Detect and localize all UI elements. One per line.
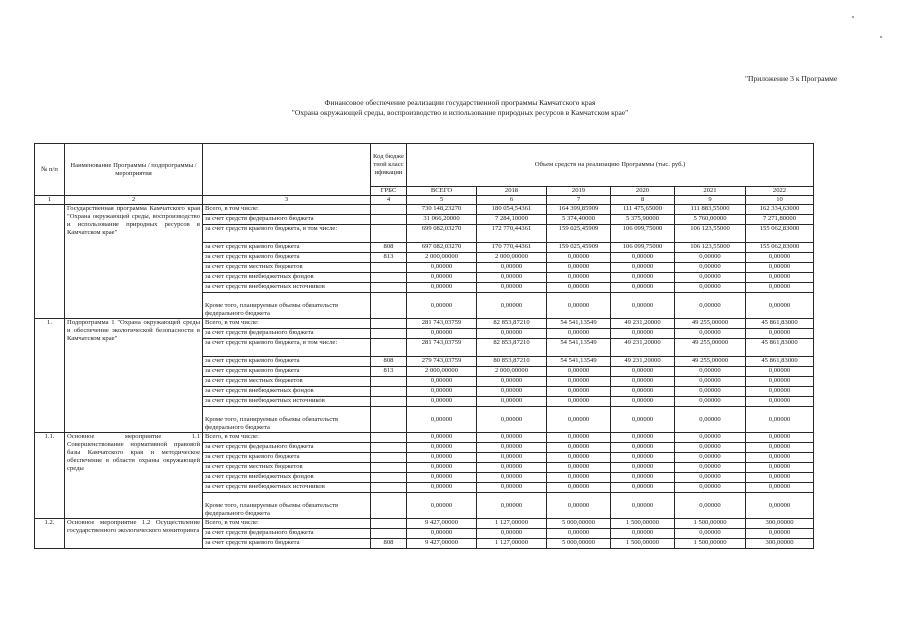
amount-year: 0,00000	[547, 463, 611, 473]
amount-year: 82 853,87210	[477, 319, 547, 329]
amount-year: 0,00000	[611, 483, 675, 493]
funding-source: Кроме того, планируемые объемы обязательств федерального бюджета	[203, 493, 371, 519]
amount-year: 0,00000	[611, 263, 675, 273]
amount-year: 180 054,54361	[477, 205, 547, 215]
funding-source: за счет средств внебюджетных источников	[203, 483, 371, 493]
finance-table	[34, 143, 814, 549]
amount-year: 0,00000	[746, 293, 814, 319]
header-year: 2019	[547, 187, 611, 196]
amount-year: 0,00000	[547, 433, 611, 443]
amount-total: 2 000,00000	[407, 367, 477, 377]
column-number-row	[35, 196, 814, 205]
amount-total: 31 066,20000	[407, 215, 477, 225]
amount-year: 0,00000	[547, 529, 611, 539]
amount-year: 0,00000	[746, 463, 814, 473]
amount-year: 0,00000	[477, 493, 547, 519]
amount-year: 0,00000	[675, 453, 746, 463]
header-year: 2021	[675, 187, 746, 196]
grbs-code: 813	[371, 253, 407, 263]
amount-year: 0,00000	[746, 329, 814, 339]
amount-year: 0,00000	[746, 397, 814, 407]
amount-year: 49 231,20000	[611, 319, 675, 329]
grbs-code: 808	[371, 243, 407, 253]
col-number: 4	[371, 196, 407, 205]
table-row	[35, 205, 814, 215]
amount-year: 300,00000	[746, 539, 814, 549]
amount-year: 1 500,00000	[675, 539, 746, 549]
amount-year: 0,00000	[675, 329, 746, 339]
amount-year: 49 231,20000	[611, 339, 675, 357]
amount-year: 5 760,00000	[675, 215, 746, 225]
amount-year: 54 541,13549	[547, 319, 611, 329]
scan-speck	[852, 16, 854, 18]
amount-year: 111 475,65000	[611, 205, 675, 215]
amount-year: 0,00000	[675, 283, 746, 293]
amount-year: 0,00000	[477, 397, 547, 407]
amount-year: 162 334,63000	[746, 205, 814, 215]
program-name: Государственная программа Камчатского края "Охрана окружающей среды, воспроизводство и использование природных ресурсов в Камчатском крае"	[65, 205, 203, 319]
funding-source: Кроме того, планируемые объемы обязательств федерального бюджета	[203, 293, 371, 319]
amount-year: 0,00000	[675, 367, 746, 377]
amount-year: 5 000,00000	[547, 519, 611, 529]
header-source	[203, 144, 371, 196]
program-name: Основное мероприятие 1.2 Осуществление государственного экологического мониторинга	[65, 519, 203, 549]
funding-source: за счет средств краевого бюджета	[203, 367, 371, 377]
funding-source: за счет средств федерального бюджета	[203, 443, 371, 453]
amount-year: 49 231,20000	[611, 357, 675, 367]
amount-total: 0,00000	[407, 463, 477, 473]
header-no: № п/п	[35, 144, 65, 196]
funding-source: Кроме того, планируемые объемы обязательств федерального бюджета	[203, 407, 371, 433]
amount-year: 0,00000	[547, 473, 611, 483]
amount-year: 0,00000	[477, 283, 547, 293]
amount-year: 1 127,00000	[477, 519, 547, 529]
grbs-code	[371, 283, 407, 293]
amount-total: 0,00000	[407, 263, 477, 273]
amount-total: 0,00000	[407, 293, 477, 319]
amount-year: 2 000,00000	[477, 253, 547, 263]
amount-year: 0,00000	[675, 377, 746, 387]
amount-year: 45 861,83000	[746, 339, 814, 357]
amount-total: 0,00000	[407, 407, 477, 433]
amount-year: 0,00000	[477, 407, 547, 433]
amount-year: 0,00000	[746, 263, 814, 273]
row-number: 1.1.	[35, 433, 65, 519]
amount-year: 0,00000	[611, 493, 675, 519]
amount-year: 0,00000	[746, 273, 814, 283]
amount-year: 0,00000	[477, 329, 547, 339]
amount-total: 0,00000	[407, 377, 477, 387]
amount-year: 0,00000	[746, 529, 814, 539]
amount-total: 0,00000	[407, 273, 477, 283]
amount-year: 7 284,10000	[477, 215, 547, 225]
amount-year: 0,00000	[746, 483, 814, 493]
amount-year: 0,00000	[547, 407, 611, 433]
amount-year: 0,00000	[547, 283, 611, 293]
header-grbs: ГРБС	[371, 187, 407, 196]
grbs-code	[371, 397, 407, 407]
row-number	[35, 205, 65, 319]
amount-total: 730 148,23270	[407, 205, 477, 215]
amount-year: 45 861,83000	[746, 319, 814, 329]
amount-year: 0,00000	[675, 433, 746, 443]
grbs-code	[371, 263, 407, 273]
row-number: 1.	[35, 319, 65, 433]
amount-year: 0,00000	[611, 473, 675, 483]
amount-year: 5 000,00000	[547, 539, 611, 549]
table-row	[35, 519, 814, 529]
grbs-code	[371, 225, 407, 243]
amount-year: 172 770,44361	[477, 225, 547, 243]
appendix-label: "Приложение 3 к Программе	[745, 74, 838, 83]
grbs-code	[371, 463, 407, 473]
funding-source: за счет средств федерального бюджета	[203, 529, 371, 539]
funding-source: за счет средств краевого бюджета	[203, 357, 371, 367]
amount-year: 0,00000	[547, 397, 611, 407]
funding-source: за счет средств местных бюджетов	[203, 377, 371, 387]
amount-year: 155 062,83000	[746, 225, 814, 243]
amount-year: 0,00000	[611, 283, 675, 293]
funding-source: за счет средств внебюджетных источников	[203, 397, 371, 407]
table-row	[35, 433, 814, 443]
amount-year: 49 255,00000	[675, 339, 746, 357]
funding-source: Всего, в том числе:	[203, 319, 371, 329]
amount-year: 0,00000	[611, 463, 675, 473]
table-body	[35, 205, 814, 549]
amount-year: 2 000,00000	[477, 367, 547, 377]
amount-year: 0,00000	[675, 397, 746, 407]
amount-year: 0,00000	[547, 453, 611, 463]
amount-total: 0,00000	[407, 443, 477, 453]
funding-source: за счет средств внебюджетных фондов	[203, 273, 371, 283]
amount-year: 155 062,83000	[746, 243, 814, 253]
amount-year: 0,00000	[611, 443, 675, 453]
amount-year: 0,00000	[611, 377, 675, 387]
funding-source: за счет средств краевого бюджета	[203, 253, 371, 263]
amount-total: 0,00000	[407, 529, 477, 539]
amount-year: 0,00000	[611, 453, 675, 463]
amount-year: 0,00000	[477, 387, 547, 397]
amount-year: 49 255,00000	[675, 319, 746, 329]
amount-year: 0,00000	[477, 443, 547, 453]
amount-year: 54 541,13549	[547, 357, 611, 367]
amount-year: 0,00000	[611, 253, 675, 263]
amount-year: 0,00000	[547, 367, 611, 377]
amount-year: 1 500,00000	[611, 519, 675, 529]
grbs-code	[371, 493, 407, 519]
amount-year: 0,00000	[746, 443, 814, 453]
header-volume: Объем средств на реализацию Программы (тыс. руб.)	[407, 144, 814, 187]
grbs-code: 813	[371, 367, 407, 377]
amount-year: 5 375,90000	[611, 215, 675, 225]
amount-year: 0,00000	[611, 529, 675, 539]
amount-year: 0,00000	[547, 253, 611, 263]
amount-year: 0,00000	[477, 453, 547, 463]
amount-year: 0,00000	[746, 377, 814, 387]
amount-year: 0,00000	[477, 377, 547, 387]
amount-year: 0,00000	[746, 367, 814, 377]
funding-source: за счет средств местных бюджетов	[203, 463, 371, 473]
amount-year: 1 500,00000	[675, 519, 746, 529]
amount-total: 0,00000	[407, 493, 477, 519]
amount-year: 7 271,80000	[746, 215, 814, 225]
amount-year: 0,00000	[746, 453, 814, 463]
amount-year: 0,00000	[611, 387, 675, 397]
col-number: 8	[611, 196, 675, 205]
col-number: 7	[547, 196, 611, 205]
amount-year: 0,00000	[746, 433, 814, 443]
amount-year: 0,00000	[477, 463, 547, 473]
amount-total: 697 082,03270	[407, 243, 477, 253]
amount-year: 0,00000	[477, 263, 547, 273]
amount-year: 0,00000	[477, 483, 547, 493]
amount-year: 0,00000	[746, 387, 814, 397]
grbs-code	[371, 205, 407, 215]
amount-year: 0,00000	[746, 253, 814, 263]
amount-year: 0,00000	[547, 443, 611, 453]
amount-total: 2 000,00000	[407, 253, 477, 263]
funding-source: за счет средств краевого бюджета	[203, 453, 371, 463]
grbs-code	[371, 377, 407, 387]
funding-source: Всего, в том числе:	[203, 519, 371, 529]
scan-speck	[880, 36, 882, 38]
funding-source: за счет средств внебюджетных фондов	[203, 473, 371, 483]
header-year: 2020	[611, 187, 675, 196]
amount-year: 170 770,44361	[477, 243, 547, 253]
amount-total: 281 743,03759	[407, 339, 477, 357]
amount-total: 281 743,03759	[407, 319, 477, 329]
title-line-2: "Охрана окружающей среды, воспроизводство и использование природных ресурсов в Камчатском крае"	[291, 108, 629, 117]
amount-year: 0,00000	[611, 433, 675, 443]
amount-year: 0,00000	[675, 407, 746, 433]
amount-year: 0,00000	[746, 407, 814, 433]
amount-total: 0,00000	[407, 387, 477, 397]
amount-total: 0,00000	[407, 397, 477, 407]
amount-year: 0,00000	[746, 493, 814, 519]
amount-year: 0,00000	[675, 253, 746, 263]
grbs-code	[371, 339, 407, 357]
grbs-code	[371, 293, 407, 319]
col-number: 3	[203, 196, 371, 205]
grbs-code	[371, 433, 407, 443]
amount-year: 106 099,75000	[611, 225, 675, 243]
amount-total: 0,00000	[407, 329, 477, 339]
grbs-code	[371, 407, 407, 433]
document-title	[200, 98, 720, 118]
amount-year: 0,00000	[746, 283, 814, 293]
col-number: 6	[477, 196, 547, 205]
funding-source: за счет средств федерального бюджета	[203, 215, 371, 225]
amount-year: 0,00000	[547, 273, 611, 283]
amount-year: 0,00000	[547, 293, 611, 319]
amount-year: 0,00000	[675, 483, 746, 493]
amount-total: 0,00000	[407, 473, 477, 483]
amount-total: 9 427,00000	[407, 519, 477, 529]
col-number: 10	[746, 196, 814, 205]
amount-year: 0,00000	[547, 329, 611, 339]
amount-year: 0,00000	[611, 367, 675, 377]
amount-year: 0,00000	[611, 407, 675, 433]
amount-year: 0,00000	[675, 293, 746, 319]
amount-year: 300,00000	[746, 519, 814, 529]
amount-year: 0,00000	[675, 263, 746, 273]
grbs-code	[371, 273, 407, 283]
header-name: Наименование Программы / подпрограммы / мероприятия	[65, 144, 203, 196]
amount-year: 0,00000	[675, 387, 746, 397]
amount-year: 0,00000	[611, 273, 675, 283]
amount-year: 1 127,00000	[477, 539, 547, 549]
funding-source: за счет средств краевого бюджета, в том числе:	[203, 225, 371, 243]
amount-total: 0,00000	[407, 433, 477, 443]
amount-total: 279 743,03759	[407, 357, 477, 367]
col-number: 2	[65, 196, 203, 205]
amount-year: 45 861,83000	[746, 357, 814, 367]
amount-year: 0,00000	[746, 473, 814, 483]
amount-total: 9 427,00000	[407, 539, 477, 549]
amount-year: 106 123,55000	[675, 243, 746, 253]
amount-year: 0,00000	[611, 293, 675, 319]
grbs-code	[371, 443, 407, 453]
amount-year: 0,00000	[675, 493, 746, 519]
amount-year: 0,00000	[477, 273, 547, 283]
amount-year: 0,00000	[547, 483, 611, 493]
amount-year: 106 123,55000	[675, 225, 746, 243]
grbs-code	[371, 319, 407, 329]
amount-year: 82 853,87210	[477, 339, 547, 357]
amount-total: 699 082,03270	[407, 225, 477, 243]
grbs-code	[371, 473, 407, 483]
program-name: Основное мероприятие 1.1 Совершенствование нормативной правовой базы Камчатского края и методическое обеспечение в области охраны окружающей среды	[65, 433, 203, 519]
amount-year: 0,00000	[675, 529, 746, 539]
grbs-code	[371, 529, 407, 539]
funding-source: за счет средств краевого бюджета	[203, 243, 371, 253]
amount-year: 1 500,00000	[611, 539, 675, 549]
table-header	[35, 144, 814, 205]
row-number: 1.2.	[35, 519, 65, 549]
grbs-code	[371, 215, 407, 225]
amount-year: 0,00000	[675, 443, 746, 453]
col-number: 9	[675, 196, 746, 205]
amount-year: 159 025,45909	[547, 243, 611, 253]
amount-year: 0,00000	[675, 273, 746, 283]
finance-table-wrapper	[34, 143, 814, 549]
amount-year: 111 883,55000	[675, 205, 746, 215]
col-number: 5	[407, 196, 477, 205]
header-year: 2018	[477, 187, 547, 196]
grbs-code	[371, 453, 407, 463]
amount-year: 0,00000	[477, 433, 547, 443]
funding-source: Всего, в том числе:	[203, 433, 371, 443]
amount-year: 0,00000	[675, 473, 746, 483]
amount-year: 0,00000	[547, 387, 611, 397]
grbs-code	[371, 483, 407, 493]
amount-year: 49 255,00000	[675, 357, 746, 367]
amount-year: 0,00000	[547, 493, 611, 519]
funding-source: за счет средств краевого бюджета, в том числе:	[203, 339, 371, 357]
funding-source: за счет средств внебюджетных фондов	[203, 387, 371, 397]
amount-year: 159 025,45909	[547, 225, 611, 243]
title-line-1: Финансовое обеспечение реализации государственной программы Камчатского края	[324, 98, 596, 107]
program-name: Подпрограмма 1 "Охрана окружающей среды и обеспечение экологической безопасности в Камчатском крае"	[65, 319, 203, 433]
grbs-code	[371, 519, 407, 529]
amount-year: 0,00000	[477, 529, 547, 539]
grbs-code	[371, 387, 407, 397]
amount-year: 0,00000	[477, 293, 547, 319]
amount-year: 0,00000	[477, 473, 547, 483]
grbs-code	[371, 329, 407, 339]
header-total: ВСЕГО	[407, 187, 477, 196]
amount-year: 5 374,40000	[547, 215, 611, 225]
amount-year: 80 853,87210	[477, 357, 547, 367]
amount-year: 164 399,85909	[547, 205, 611, 215]
funding-source: за счет средств федерального бюджета	[203, 329, 371, 339]
grbs-code: 808	[371, 357, 407, 367]
funding-source: за счет средств внебюджетных источников	[203, 283, 371, 293]
amount-year: 54 541,13549	[547, 339, 611, 357]
amount-year: 0,00000	[611, 397, 675, 407]
col-number: 1	[35, 196, 65, 205]
funding-source: за счет средств краевого бюджета	[203, 539, 371, 549]
amount-total: 0,00000	[407, 483, 477, 493]
table-row	[35, 319, 814, 329]
amount-year: 0,00000	[611, 329, 675, 339]
header-year: 2022	[746, 187, 814, 196]
amount-year: 0,00000	[547, 377, 611, 387]
funding-source: Всего, в том числе:	[203, 205, 371, 215]
header-code: Код бюджетной классификации	[371, 144, 407, 187]
amount-year: 0,00000	[675, 463, 746, 473]
funding-source: за счет средств местных бюджетов	[203, 263, 371, 273]
amount-year: 106 099,75000	[611, 243, 675, 253]
grbs-code: 808	[371, 539, 407, 549]
amount-year: 0,00000	[547, 263, 611, 273]
amount-total: 0,00000	[407, 283, 477, 293]
amount-total: 0,00000	[407, 453, 477, 463]
